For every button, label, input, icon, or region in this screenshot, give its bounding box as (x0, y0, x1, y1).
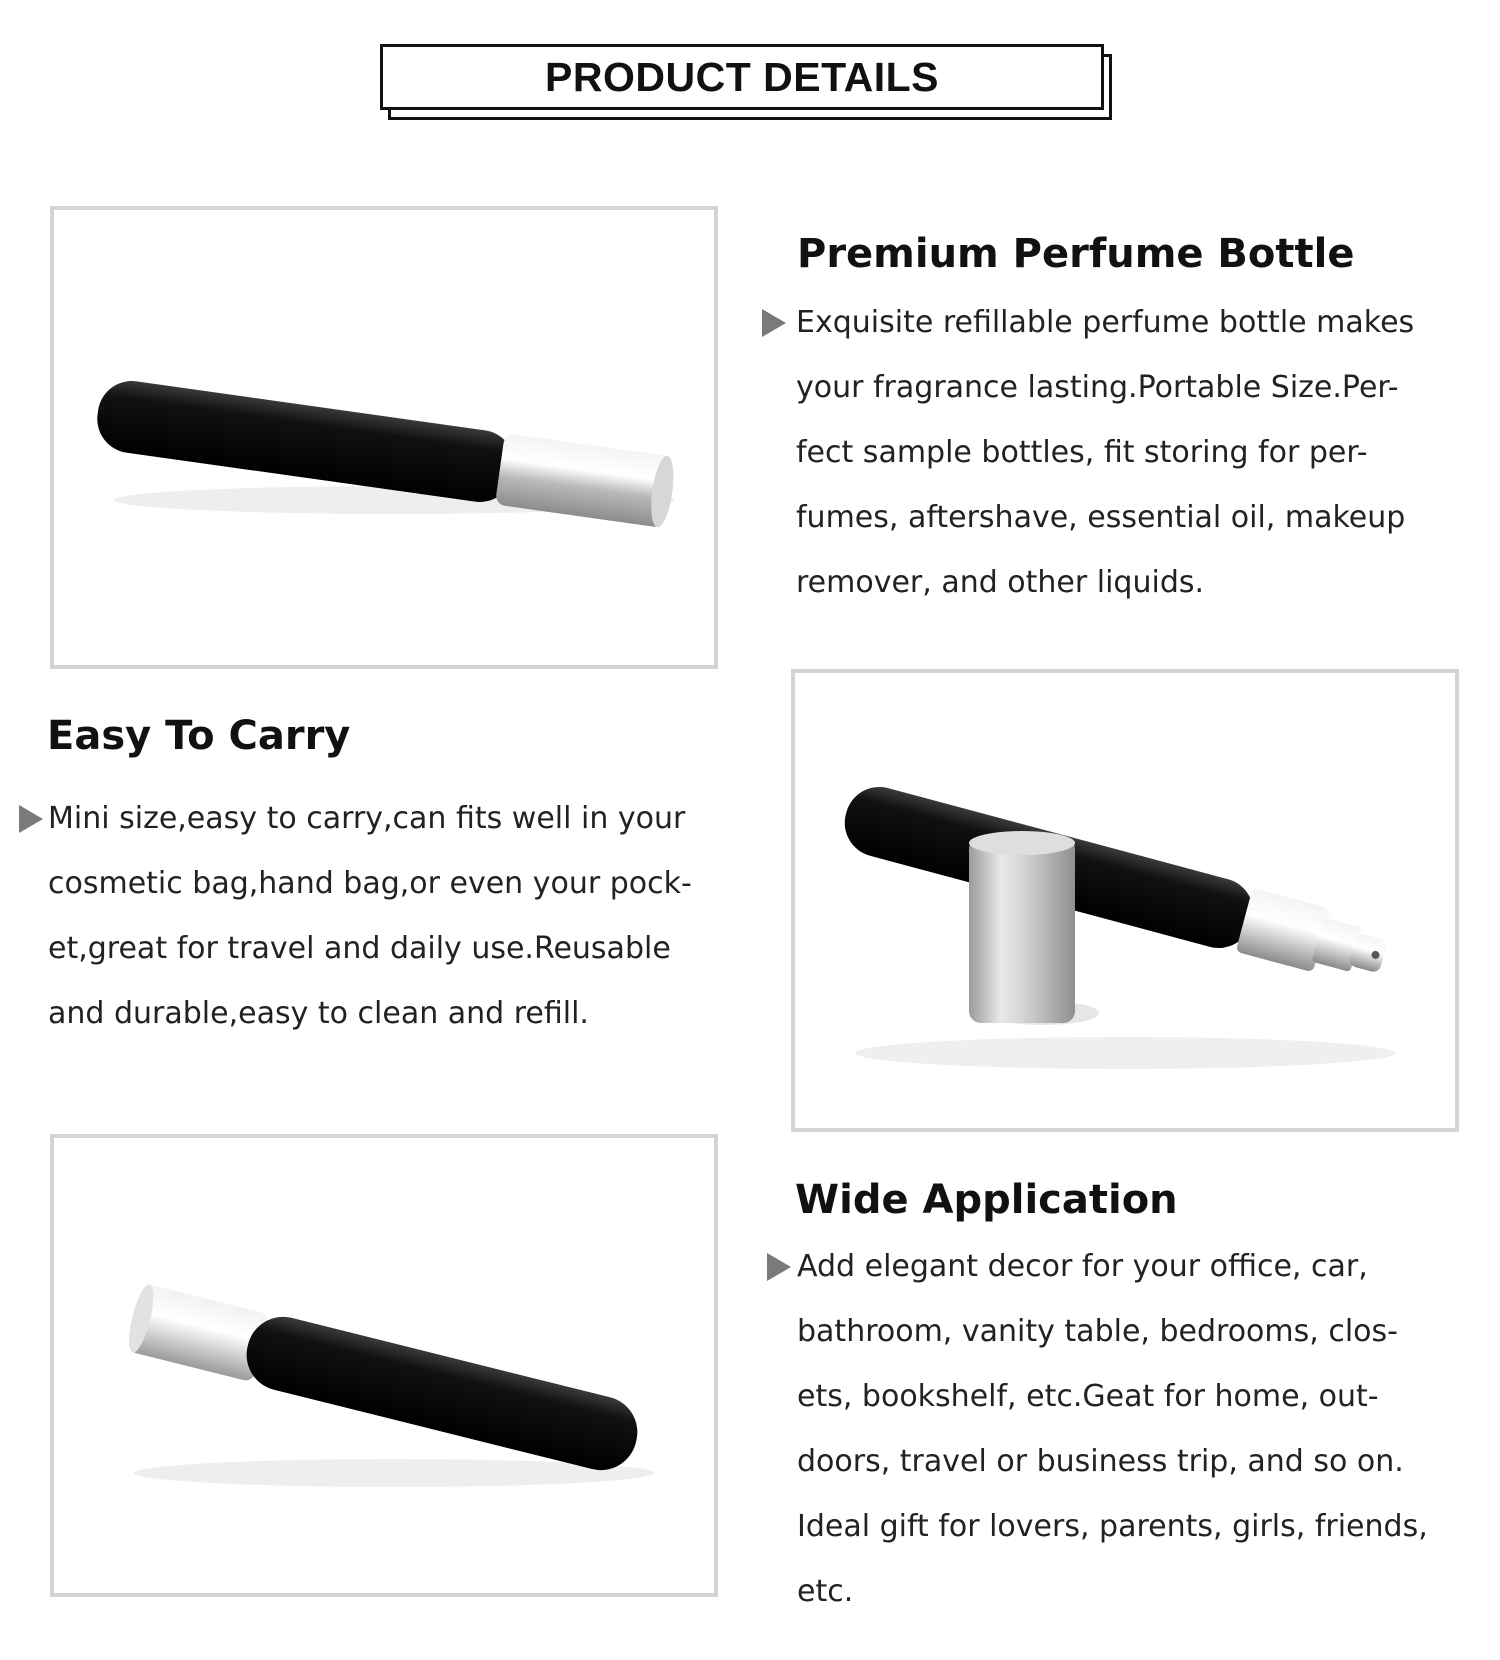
section-title-wide-application: Wide Application (795, 1177, 1178, 1223)
section-body-easy-carry: Mini size,easy to carry,can fits well in your cosmetic bag,hand bag,or even your pock- et,great for travel and daily use.Reusable and durable,easy to clean and refill. (48, 801, 692, 1031)
triangle-right-icon (767, 1253, 791, 1281)
perfume-bottle-capped-image (54, 210, 714, 665)
product-details-header (380, 44, 1112, 120)
section-title-easy-carry: Easy To Carry (47, 713, 351, 759)
triangle-right-icon (762, 309, 786, 337)
perfume-bottle-open-sprayer-image (795, 673, 1455, 1128)
section-title-premium: Premium Perfume Bottle (797, 231, 1355, 277)
perfume-bottle-capped-image-alt (54, 1138, 714, 1593)
section-body-wide-application: Add elegant decor for your office, car, bathroom, vanity table, bedrooms, clos- ets, bookshelf, etc.Geat for home, out- doors, travel or business trip, and so on. Ideal gift for lovers, parents, girls, friends, etc. (797, 1249, 1428, 1609)
product-photo-3 (50, 1134, 718, 1597)
section-body-premium: Exquisite refillable perfume bottle makes your fragrance lasting.Portable Size.Per- fect sample bottles, fit storing for per- fumes, aftershave, essential oil, makeup remover, and other liquids. (796, 305, 1415, 600)
triangle-right-icon (19, 805, 43, 833)
header-title: PRODUCT DETAILS (380, 44, 1104, 110)
product-photo-1 (50, 206, 718, 669)
product-photo-2 (791, 669, 1459, 1132)
